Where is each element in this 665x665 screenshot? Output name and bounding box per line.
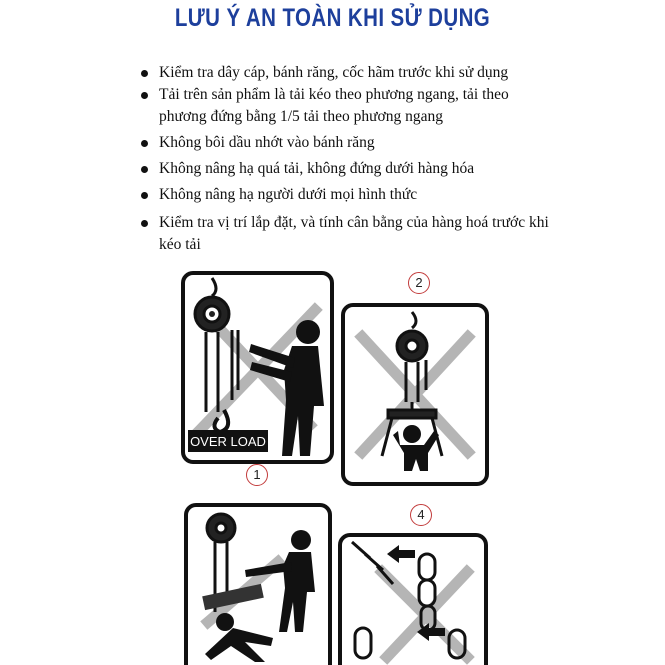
- rule-text: Tải trên sản phẩm là tải kéo theo phương ngang, tải theo phương đứng bằng 1/5 tải theo phương ngang: [159, 86, 509, 125]
- rule-text: Không nâng hạ người dưới mọi hình thức: [159, 186, 418, 203]
- rule-item: [137, 212, 557, 256]
- panel-number-4: 4: [410, 504, 432, 526]
- rule-text: Không nâng hạ quá tải, không đứng dưới hàng hóa: [159, 160, 475, 177]
- panel-number-1: 1: [246, 464, 268, 486]
- bullet-icon: [141, 166, 148, 173]
- bullet-icon: [141, 70, 148, 77]
- chain-inspection-illustration: [337, 532, 489, 665]
- rule-text: Kiểm tra vị trí lắp đặt, và tính cân bằng của hàng hoá trước khi kéo tải: [159, 214, 549, 253]
- rule-item: [137, 184, 557, 206]
- no-person-under-load-illustration: [340, 302, 490, 487]
- rule-item: [137, 84, 557, 128]
- overload-warning-illustration: [180, 270, 335, 465]
- page-title: LƯU Ý AN TOÀN KHI SỬ DỤNG: [174, 4, 491, 32]
- bullet-icon: [141, 140, 148, 147]
- rule-item: [137, 132, 557, 154]
- overload-label: OVER LOAD: [190, 434, 266, 449]
- rule-item: [137, 62, 557, 84]
- bullet-icon: [141, 92, 148, 99]
- safety-rules-list: [137, 62, 557, 256]
- rule-text: Kiểm tra dây cáp, bánh răng, cốc hãm trước khi sử dụng: [159, 64, 509, 81]
- rule-text: Không bôi dầu nhớt vào bánh răng: [159, 134, 375, 151]
- hoist-operator-illustration: [183, 502, 333, 665]
- bullet-icon: [141, 220, 148, 227]
- bullet-icon: [141, 192, 148, 199]
- rule-item: [137, 158, 557, 180]
- panel-number-2: 2: [408, 272, 430, 294]
